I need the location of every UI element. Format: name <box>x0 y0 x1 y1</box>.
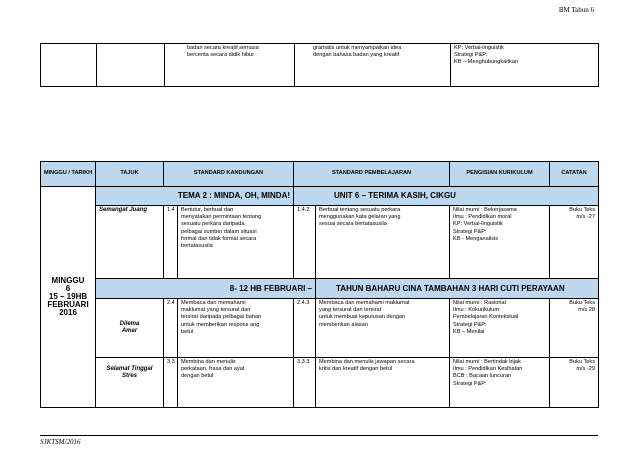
col-tajuk: TAJUK <box>96 162 164 187</box>
col-pengisian: PENGISIAN KURIKULUM <box>450 162 550 187</box>
table-row <box>41 206 599 279</box>
table-row <box>41 299 599 358</box>
minggu-cell <box>41 44 97 87</box>
pengisian-text: Nilai murni : Bekerjasama Ilmu : Pendidikan moral KP: Verbal-linguistik Strategi P&P: KB - Menganalisis <box>450 206 550 279</box>
lesson-plan-table <box>40 161 599 408</box>
catatan-text: Buku Teks m/s 28 <box>550 299 599 358</box>
table-row <box>41 44 599 87</box>
tajuk-cell: Dilema Amar <box>96 299 164 358</box>
col-standard-kandungan: STANDARD KANDUNGAN <box>164 162 294 187</box>
sk-number: 2.4 <box>164 299 178 358</box>
col-minggu: MINGGU / TARIKH <box>41 162 96 187</box>
col-standard-pembelajaran: STANDARD PEMBELAJARAN <box>294 162 450 187</box>
header-row <box>41 162 599 187</box>
tajuk-cell: Semangat Juang <box>96 206 164 279</box>
sk-text: Membaca dan memahami maklumat yang tersurat dan tersirat daripada pelbagai bahan untuk memberikan respons ang betul <box>178 299 294 358</box>
footer-divider <box>40 435 598 436</box>
footer-text: SJKTSM/2016 <box>40 438 81 446</box>
sk-number: 3.3 <box>164 358 178 408</box>
header-title: BM Tahun 6 <box>558 6 594 14</box>
sp-text: Membina dan menulis jawapan secara kritis dan kreatif dengan betul <box>316 358 450 408</box>
col-catatan: CATATAN <box>550 162 599 187</box>
pengisian-cell: KP: Verbal-linguistik Strategi P&P: KB – Menghubungkaitkan <box>451 44 599 87</box>
sp-number: 3.3.3 <box>294 358 316 408</box>
theme-title: TEMA 2 : MINDA, OH, MINDA! <box>96 187 294 206</box>
tajuk-cell <box>97 44 165 87</box>
sk-cell: badan secara kreatif semasa bercerita secara didik hibur <box>165 44 295 87</box>
week-date-cell: MINGGU 6 15 – 19HB FEBRUARI 2016 <box>41 187 96 408</box>
unit-title: UNIT 6 – TERIMA KASIH, CIKGU <box>294 187 599 206</box>
sk-text: Membina dan menulis perkataan, frasa dan ayat dengan betul <box>178 358 294 408</box>
continuation-table <box>40 43 599 87</box>
sk-text: Bertutur, berbual dan menyatakan permintaan tentang sesuatu perkara daripada pelbagai sumber dalam situasi formal dan tidak formal secara bertatasusila <box>178 206 294 279</box>
holiday-row <box>41 279 599 299</box>
sp-number: 2.4.3 <box>294 299 316 358</box>
sp-cell: gramatis untuk menyampaikan idea dengan bahasa badan yang kreatif <box>295 44 451 87</box>
theme-row <box>41 187 599 206</box>
holiday-date: 8- 12 HB FEBRUARI – <box>96 279 316 299</box>
catatan-text: Buku Teks m/s -29 <box>550 358 599 408</box>
pengisian-text: Nilai murni : Rasional Ilmu : Kokurikulum Pembelajaran Kontekstual Strategi P&P: KB – Menilai <box>450 299 550 358</box>
holiday-title: TAHUN BAHARU CINA TAMBAHAN 3 HARI CUTI PERAYAAN <box>316 279 599 299</box>
sp-text: Berbual tentang sesuatu perkara menggunakan kata gelaran yang sesuai secara bertatasusila <box>316 206 450 279</box>
catatan-text: Buku Teks m/s -27 <box>550 206 599 279</box>
tajuk-cell: Selamat Tinggal Stres <box>96 358 164 408</box>
table-row <box>41 358 599 408</box>
sp-text: Membaca dan memahami maklumat yang tersurat dan tersirat untuk membuat keputusan dengan memberikan alasan <box>316 299 450 358</box>
pengisian-text: Nilai murni : Bertindak bijak Ilmu : Pendidikan Kesihatan BCB : Bacaan luncuran Strategi P&P: <box>450 358 550 408</box>
sp-number: 1.4.2 <box>294 206 316 279</box>
sk-number: 1.4 <box>164 206 178 279</box>
